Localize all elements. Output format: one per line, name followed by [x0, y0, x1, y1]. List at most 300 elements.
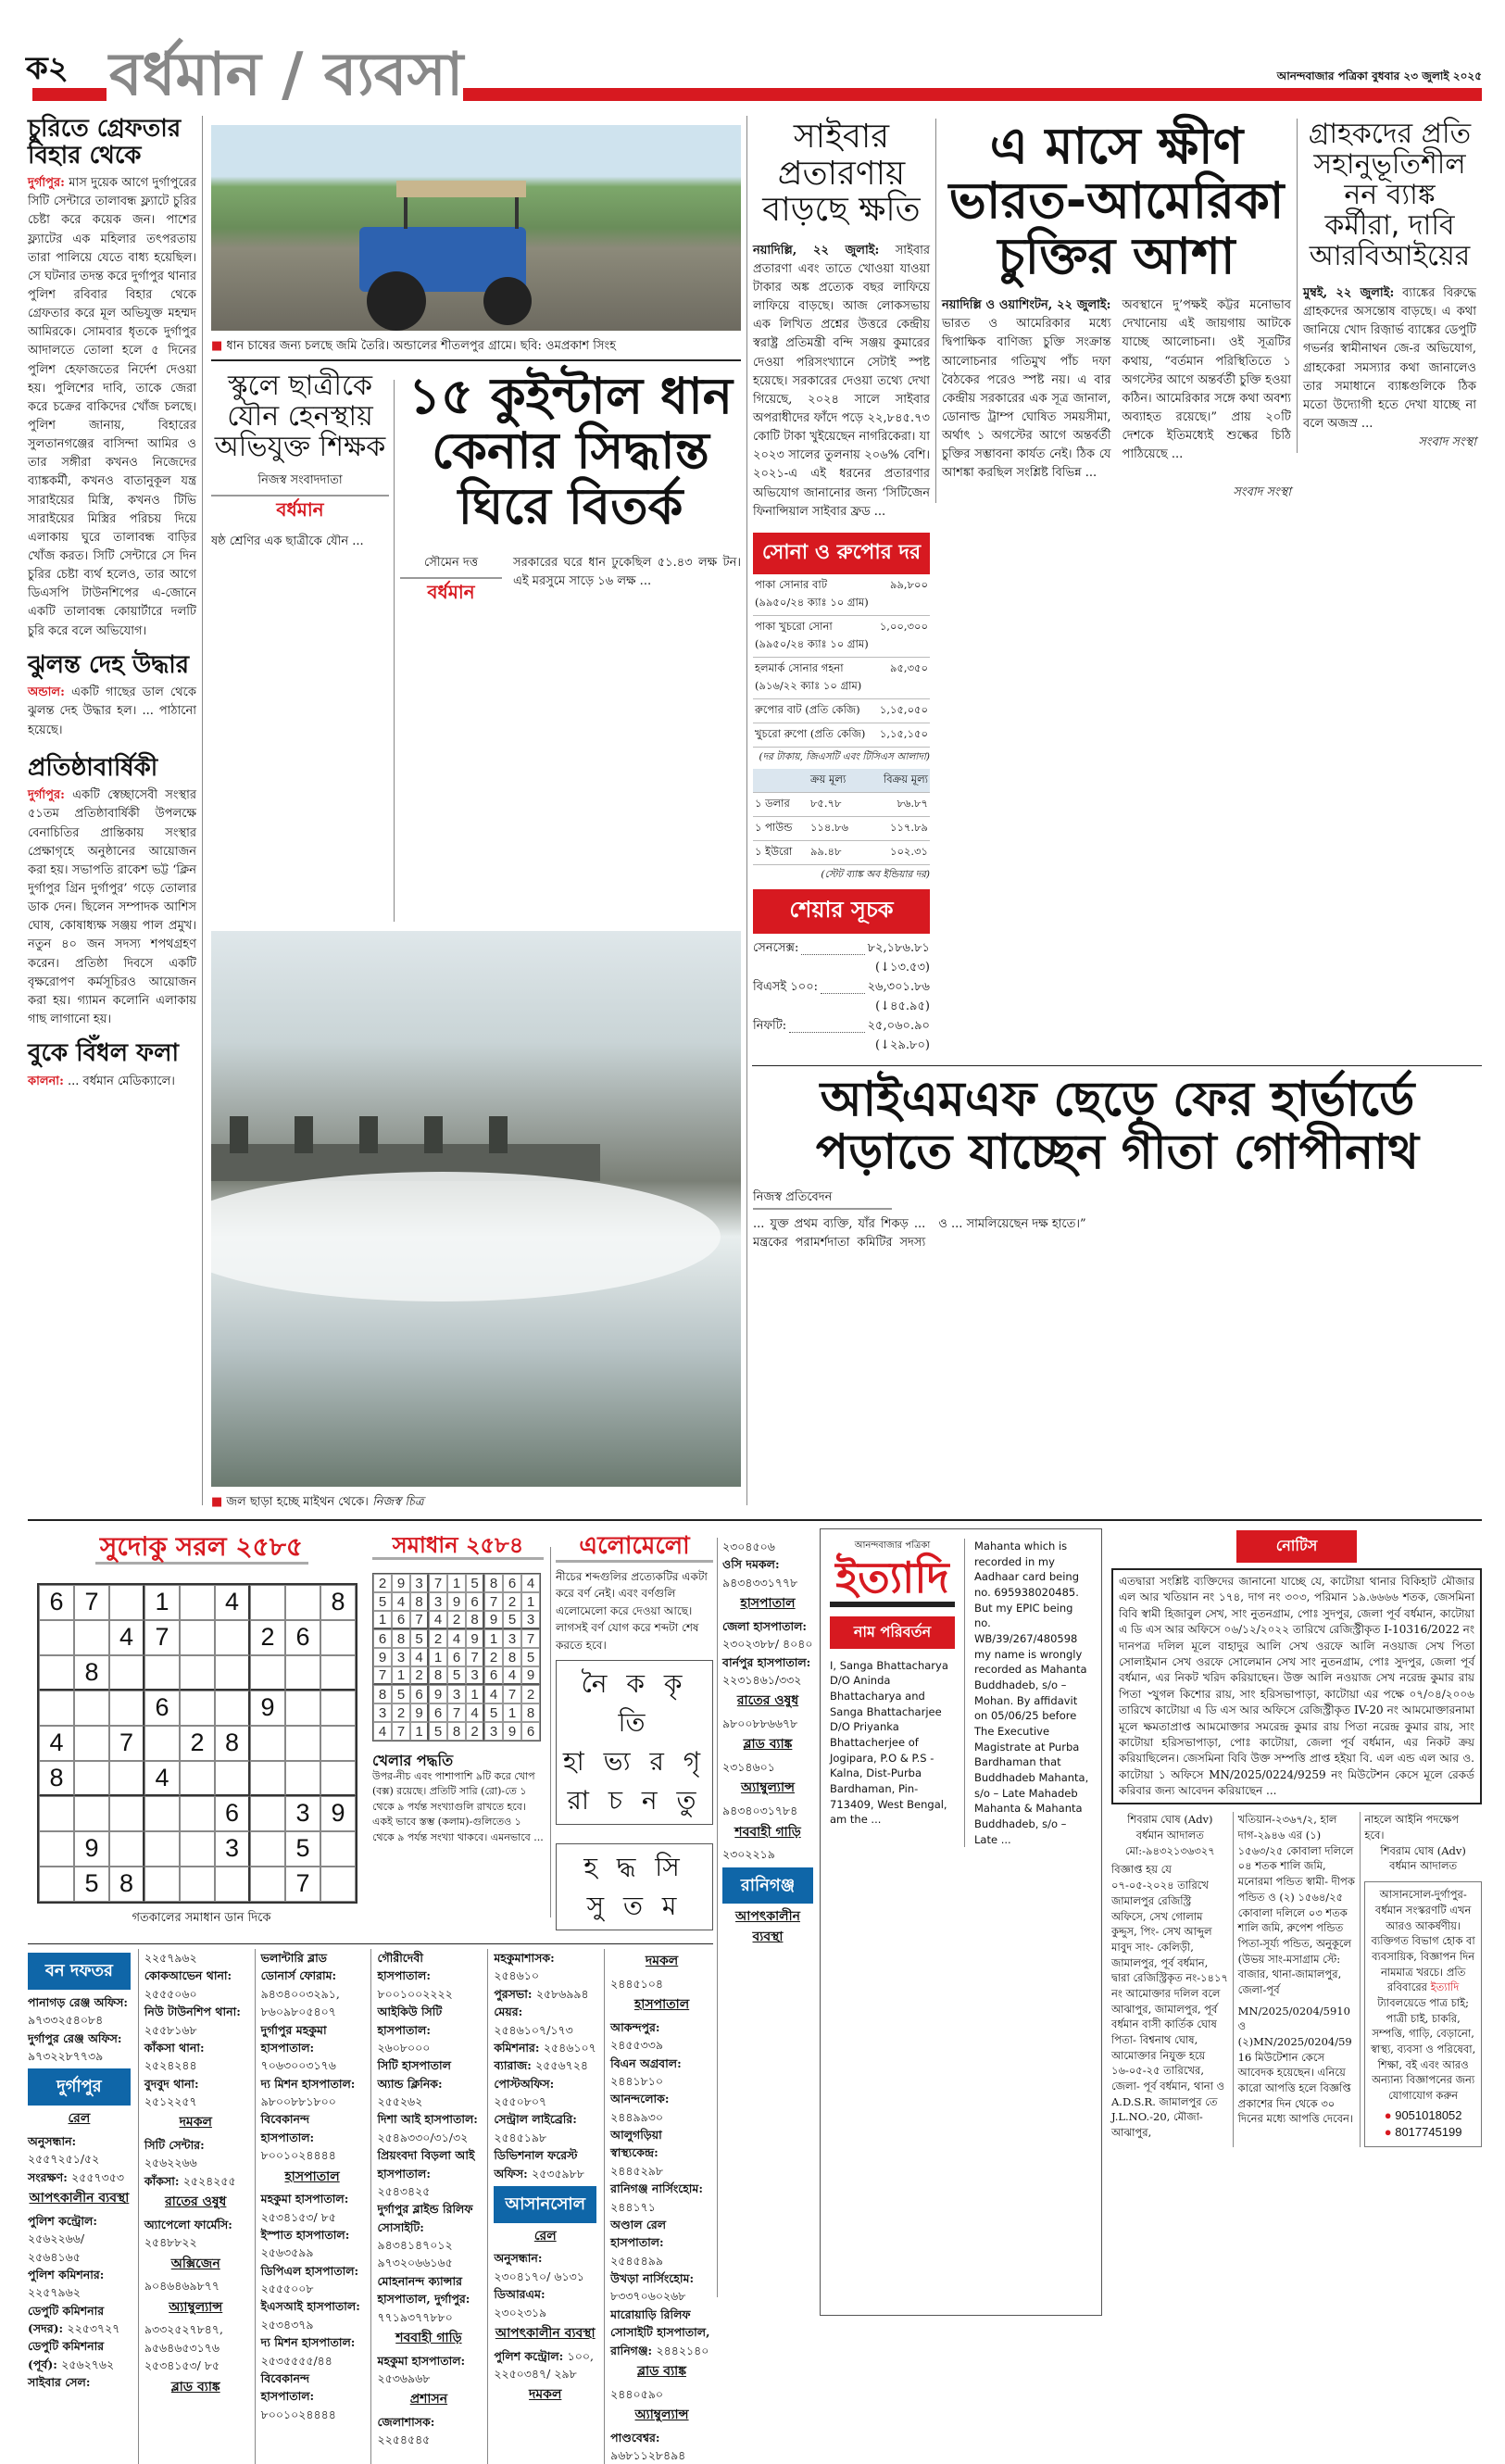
sudoku-cell: 3	[215, 1831, 250, 1867]
headline: স্কুলে ছাত্রীকে যৌন হেনস্থায় অভিযুক্ত শিক্ষক	[214, 370, 386, 463]
directory-entry	[28, 2169, 131, 2186]
directory-entry	[494, 2146, 596, 2182]
divider	[752, 1065, 1482, 1066]
directory-region-banner: বন দফতর	[28, 1953, 131, 1990]
sudoku-cell: 5	[285, 1831, 320, 1867]
court-name: বর্ধমান আদালত	[1389, 1859, 1458, 1873]
rate-value: ১,১৫,০৫০	[878, 698, 930, 723]
directory-heading: আপৎকালীন ব্যবস্থা	[495, 2325, 596, 2341]
directory-entry	[494, 2249, 596, 2285]
sudoku-cell	[215, 1620, 250, 1655]
fx-header: বিক্রয় মূল্য	[865, 769, 930, 793]
imf-story	[747, 1071, 1482, 1253]
solution-section	[372, 1533, 544, 1845]
directory-number: ২৩০৪১৭০/ ৬১৩১	[494, 2269, 584, 2283]
directory-heading: ব্লাড ব্যাঙ্ক	[170, 2379, 220, 2395]
directory-region-banner: দুর্গাপুর	[28, 2068, 131, 2106]
rate-value: ১,১৫,১৫০	[878, 723, 930, 747]
directory-number: ৯৮০০৮৮১৮০০	[260, 2094, 336, 2108]
solution-cell: 6	[392, 1611, 410, 1629]
gold-rates-box	[753, 533, 930, 1056]
advocate-phone: মো:-৯৪৩২১৩৬৩২৭	[1124, 1843, 1215, 1857]
directory-label: মোহনানন্দ ক্যান্সার হাসপাতাল, দুর্গাপুর:	[377, 2273, 470, 2307]
directory-label: ব্যারাজ:	[494, 2058, 536, 2073]
directory-entry	[377, 2352, 480, 2388]
promo-phone[interactable]: ● 9051018052	[1384, 2107, 1462, 2122]
directory-entry	[494, 1949, 596, 1985]
solution-cell: 1	[484, 1629, 503, 1648]
directory-number: ২৫৬২২৬৬	[144, 2156, 197, 2170]
fx-note: (স্টেট ব্যাঙ্ক অব ইন্ডিয়ার দর)	[821, 868, 930, 880]
directory-number: ২৫৫৫০০৮	[260, 2282, 314, 2296]
rate-value: ৯৫,৩৫০	[878, 657, 930, 698]
directory-number: ৯৪৩৪১৪৭০১২ ৯৭৩২০৬৬১৬৫	[377, 2238, 453, 2270]
elomelo-intro: নীচের শব্দগুলির প্রত্যেকটির একটা করে বর্ণ নেই। এবং বর্ণগুলি এলোমেলো করে দেওয়া আছে। লাগসই বর্ণ যোগ করে শব্দটা শেষ করতে হবে।	[556, 1569, 708, 1652]
directory-number: ৭০৬৩০০৩১৭৬	[260, 2058, 336, 2073]
story-body: নয়াদিল্লি ও ওয়াশিংটন, ২২ জুলাই: ভারত ও আমেরিকার মধ্যে দ্বিপাক্ষিক বাণিজ্য চুক্তি সংক্রান্ত আলোচনার গতিমুখ পাঁচ দফা বৈঠকের পরেও স্পষ্ট নয়। এ বার কেন্দ্রীয় সরকারের এক সূত্র জানাল, ডোনাল্ড ট্রাম্প ঘোষিত সময়সীমা, অর্থাৎ ১ অগস্টের আগে অন্তর্বর্তী চুক্তির সম্ভাবনা কার্যত নেই। ঠিক যে আশঙ্কা করছিল সংশ্লিষ্ট বিভিন্ন ...	[942, 298, 1111, 481]
solution-cell: 2	[429, 1629, 447, 1648]
directory-entry	[610, 2269, 713, 2306]
cyber-market-column	[747, 119, 935, 1056]
rules-text: উপর-নীচ এবং পাশাপাশি ৯টি করে খোপ (বক্স) রয়েছে। প্রতিটি সারি (রো)-তে ১ থেকে ৯ পর্যন্ত সংখ্যাগুলি রাখতে হবে। একই ভাবে স্তম্ভ (কলাম)-গুলিতেও ১ থেকে ৯ পর্যন্ত সংখ্যা থাকবে। এমনভাবে ...	[372, 1769, 544, 1843]
directory-number: ২৫৫৭৩৫৩	[71, 2169, 125, 2184]
directory-label: গৌরীদেবী হাসপাতাল:	[377, 1951, 431, 1983]
solution-cell: 7	[410, 1611, 429, 1629]
header-bar-right	[463, 88, 1482, 101]
sudoku-cell	[250, 1831, 285, 1867]
solution-cell: 6	[484, 1666, 503, 1685]
sudoku-cell	[285, 1585, 320, 1620]
solution-cell: 6	[521, 1722, 540, 1741]
directory-label: পুলিশ কন্ট্রোল:	[28, 2213, 97, 2228]
directory-entry	[722, 1653, 813, 1690]
solution-cell: 3	[503, 1629, 521, 1648]
gold-rates-title: সোনা ও রুপোর দর	[753, 533, 930, 574]
solution-cell: 9	[503, 1722, 521, 1741]
solution-cell: 7	[503, 1685, 521, 1703]
solution-cell: 9	[373, 1648, 392, 1666]
gold-rates-table	[753, 574, 930, 748]
directory-entry	[494, 2075, 596, 2111]
sudoku-section	[37, 1533, 366, 1929]
directory-heading: অক্সিজেন	[170, 2256, 220, 2271]
directory-entry	[494, 1985, 596, 2003]
fx-cell: ৯৯.৪৮	[809, 840, 865, 864]
directory-entry	[261, 2226, 364, 2262]
directory-label: রানিগঞ্জ নার্সিংহোম:	[610, 2181, 703, 2196]
directory-label: সাইবার সেল:	[28, 2375, 91, 2390]
directory-entry	[28, 1993, 131, 2030]
puzzle-word: হা ভ্য র গৃ	[562, 1745, 707, 1777]
solution-cell: 5	[466, 1574, 484, 1592]
fx-cell: ১ ডলার	[753, 792, 809, 816]
directory-number: ২৫৬২৭৬২	[61, 2357, 115, 2371]
sudoku-cell	[144, 1726, 180, 1761]
directory-entry	[610, 2018, 713, 2055]
trade-story	[935, 119, 1297, 503]
sudoku-cell	[39, 1655, 74, 1691]
directory-label: আনন্দলোক:	[610, 2092, 670, 2106]
directory-entry	[28, 2373, 131, 2391]
directory-number: ২৪৪২১৪০	[656, 2343, 709, 2357]
directory-label: জেলাশাসক:	[377, 2415, 435, 2429]
solution-cell: 5	[392, 1685, 410, 1703]
sudoku-cell: 7	[144, 1620, 180, 1655]
dam-illustration	[211, 931, 741, 1487]
sudoku-cell	[109, 1585, 144, 1620]
share-index-row	[753, 978, 930, 998]
directory-number: ২৩১৪৬০১	[722, 1760, 775, 1775]
directory-entry	[144, 2136, 247, 2172]
directory-label: মহকুমা হাসপাতাল:	[260, 2192, 349, 2206]
index-change: (↓২৯.৮০)	[875, 1037, 930, 1052]
solution-cell: 2	[484, 1648, 503, 1666]
directory-number: ২৪৫৫৩৩৯	[610, 2038, 663, 2053]
directory-number: ২৫২৪২৫৫	[182, 2173, 236, 2188]
advocate-name: শিবরাম ঘোষ (Adv)	[1127, 1813, 1213, 1827]
itadi-brand-small: আনন্দবাজার পত্রিকা	[854, 1540, 931, 1551]
solution-cell: 8	[521, 1703, 540, 1722]
solution-cell: 2	[447, 1611, 466, 1629]
sudoku-cell	[215, 1761, 250, 1796]
currency-table	[753, 769, 930, 865]
byline: সৌমেন দত্ত	[400, 554, 502, 579]
directory-entry	[494, 2347, 596, 2383]
classified-ad: Mahanta which is recorded in my Aadhaar card being no. 695938020485. But my EPIC being no. WB/39/267/480598 my name is wrongly recorded as Mahanta Buddhadeb, s/o – Mohan. By affidavit on 05/06/25 before The Executive Magistrate at Purba Bardhaman that Buddhadeb Mahanta, s/o – Late Mahadeb Mahanta & Mahanta Buddhadeb, s/o – Late ...	[974, 1540, 1089, 1846]
solution-cell: 5	[503, 1611, 521, 1629]
directory-region-banner: রানিগঞ্জ	[722, 1867, 813, 1905]
headline: চুরিতে গ্রেফতার বিহার থেকে	[28, 115, 182, 170]
sudoku-cell: 6	[39, 1585, 74, 1620]
share-index-list	[753, 939, 930, 1056]
sudoku-cell	[74, 1726, 109, 1761]
directory-label: বিবেকানন্দ হাসপাতাল:	[260, 2112, 315, 2144]
rate-label: পাকা সোনার বাট (৯৯৫০/২৪ ক্যাঃ ১০ গ্রাম)	[753, 574, 878, 616]
directory-number: ২৫৪৮৮২২	[144, 2235, 197, 2250]
directory-column	[255, 1949, 364, 2464]
classified-ad-header	[1111, 1812, 1229, 1858]
agency-credit: সংবাদ সংস্থা	[1418, 435, 1476, 450]
directory-label: কাঁকসা:	[144, 2173, 183, 2188]
directory-label: জেলা হাসপাতাল:	[722, 1618, 808, 1633]
promo-box: আসানসোল-দুর্গাপুর-বর্ধমান সংস্করণটি এখন আরও আকর্ষণীয়। ব্যক্তিগত বিভাগ হোক বা ব্যবসায়িক, বিজ্ঞাপন দিন নামমাত্র খরচে। প্রতি রবিবারের ইত্যাদি ট্যাবলয়েডে পাত্র চাই; পাত্রী চাই, চাকরি, সম্পত্তি, গাড়ি, বেড়ানো, স্বাস্থ্য, ব্যবসা ও পরিষেবা, শিক্ষা, বই এবং আরও অন্যান্য বিজ্ঞাপনের জন্য যোগাযোগ করুন ● 9051018052 ● 8017745199	[1364, 1881, 1482, 2147]
solution-cell: 6	[447, 1648, 466, 1666]
directory-label: পোস্টঅফিস:	[494, 2076, 555, 2091]
directory-label: নিউ টাউনশিপ থানা:	[144, 2005, 241, 2019]
directory-entry	[377, 2056, 480, 2110]
directory-entry	[144, 2216, 247, 2252]
photo-caption: ■ জল ছাড়া হচ্ছে মাইথন থেকে। নিজস্ব চিত্র	[211, 1493, 424, 1513]
directory-heading: রেল	[533, 2228, 557, 2244]
page-number: ক২	[26, 50, 69, 87]
directory-label: মেয়র:	[494, 2005, 523, 2019]
sudoku-cell: 4	[39, 1726, 74, 1761]
word-puzzle-2	[556, 1843, 713, 1930]
sudoku-cell: 9	[250, 1691, 285, 1726]
directory-label: সিটি হাসপাতাল অ্যান্ড ক্লিনিক:	[377, 2058, 451, 2091]
story-body: অন্ডাল: একটি গাছের ডাল থেকে ঝুলন্ত দেহ উদ্ধার হল। ... পাঠানো হয়েছে।	[28, 685, 196, 737]
sudoku-cell: 7	[285, 1867, 320, 1902]
solution-cell: 9	[484, 1611, 503, 1629]
byline: নিজস্ব সংবাদদাতা	[211, 471, 389, 497]
directory-number: ২৪৪৫১০৪	[610, 1976, 663, 1991]
sudoku-cell: 4	[109, 1620, 144, 1655]
divider	[717, 1538, 718, 2297]
sudoku-cell	[250, 1867, 285, 1902]
rate-label: খুচরো রুপো (প্রতি কেজি)	[753, 723, 878, 747]
directory-label: দুর্গাপুর রেঞ্জ অফিস:	[28, 2030, 122, 2045]
left-column	[28, 116, 196, 1091]
directory-number: ১০০, ২২৫০৩৪৭/ ২৯৮	[494, 2348, 594, 2382]
fx-row	[753, 840, 930, 864]
directory-heading: আপৎকালীন ব্যবস্থা	[735, 1909, 800, 1945]
directory-heading: প্রশাসন	[409, 2392, 448, 2407]
sudoku-cell	[320, 1867, 356, 1902]
directory-label: আকন্দপুর:	[610, 2019, 660, 2034]
promo-phone[interactable]: ● 8017745199	[1384, 2125, 1462, 2140]
solution-cell: 8	[503, 1648, 521, 1666]
paper-dateline: আনন্দবাজার পত্রিকা বুধবার ২৩ জুলাই ২০২৫	[1276, 69, 1482, 82]
directory-number: ২৫৩৫৫৫৫/৪৪	[260, 2353, 332, 2368]
directory-number: ২৩০২২১৯	[722, 1847, 775, 1862]
sudoku-cell	[144, 1867, 180, 1902]
advocate-name: শিবরাম ঘোষ (Adv)	[1380, 1843, 1466, 1857]
court-name: বর্ধমান আদালত	[1135, 1829, 1204, 1842]
directory-entry	[144, 2003, 247, 2039]
directory-label: কাঁকসা থানা:	[144, 2040, 205, 2055]
directory-heading: হাসপাতাল	[633, 1997, 690, 2013]
sudoku-cell: 8	[74, 1655, 109, 1691]
directory-entry	[28, 2030, 131, 2066]
divider	[211, 359, 741, 361]
dateline-place: বর্ধমান	[427, 581, 475, 604]
directory-heading: অ্যাম্বুল্যান্স	[169, 2299, 223, 2315]
directory-column	[370, 1949, 480, 2464]
directory-entry	[610, 2306, 713, 2359]
directory-label: পুরসভা:	[494, 1986, 536, 2001]
directory-number: ২২৫৭৯৬২	[144, 1951, 197, 1965]
directory-entry	[494, 2285, 596, 2321]
story-body: ষষ্ঠ শ্রেণির এক ছাত্রীকে যৌন ...	[211, 534, 364, 548]
directory-entry	[377, 2200, 480, 2272]
sudoku-cell: 7	[109, 1726, 144, 1761]
solution-cell: 7	[392, 1722, 410, 1741]
solution-cell: 3	[429, 1592, 447, 1611]
solution-cell: 7	[484, 1592, 503, 1611]
itadi-classifieds	[820, 1528, 1102, 2316]
sudoku-cell	[215, 1655, 250, 1691]
headline: প্রতিষ্ঠাবার্ষিকী	[28, 753, 158, 782]
directory-entry	[377, 2110, 480, 2146]
solution-cell: 3	[447, 1685, 466, 1703]
divider	[202, 116, 203, 1505]
bank-story	[1297, 119, 1482, 453]
solution-cell: 9	[429, 1685, 447, 1703]
solution-cell: 8	[466, 1611, 484, 1629]
directory-entry	[261, 1949, 364, 2021]
directory-number: ৯৬৮১১২৮৪৯৪	[610, 2448, 686, 2462]
solution-cell: 9	[447, 1592, 466, 1611]
header-bar-left	[32, 88, 107, 101]
solution-cell: 1	[410, 1722, 429, 1741]
directory-heading: অ্যাম্বুল্যান্স	[740, 1780, 796, 1796]
sudoku-cell	[180, 1867, 215, 1902]
puzzle-word: নৈ ক কৃ তি	[581, 1667, 688, 1738]
rate-label: রুপোর বাট (প্রতি কেজি)	[753, 698, 878, 723]
directory-number: ২৫৩৫৯৮৮	[532, 2166, 584, 2181]
index-value: ২৫,০৬০.৯০	[867, 1018, 930, 1033]
sudoku-cell	[215, 1691, 250, 1726]
directory-number: ২৪৪৫২৯৮	[610, 2163, 663, 2178]
directory-entry	[377, 2146, 480, 2200]
rate-value: ৯৯,৮০০	[878, 574, 930, 616]
sudoku-cell	[320, 1691, 356, 1726]
fx-cell: ১১৪.৮৬	[809, 816, 865, 840]
sudoku-cell	[109, 1761, 144, 1796]
fx-header	[753, 769, 809, 793]
solution-cell: 5	[429, 1722, 447, 1741]
classified-ad: I, Sanga Bhattacharya D/O Aninda Bhattacharya and Sanga Bhattacharjee D/O Priyanka Bhattacherjee of Jogipara, P.O & P.S - Kalna, Dist-Purba Bardhaman, Pin- 713409, West Bengal, am the ...	[830, 1658, 948, 1827]
directory-entry	[28, 2212, 131, 2266]
tractor-photo	[211, 125, 741, 331]
sudoku-cell: 8	[320, 1585, 356, 1620]
sudoku-cell	[39, 1796, 74, 1831]
directory-label: অ্যাপেলো ফার্মেসি:	[144, 2217, 232, 2231]
directory-number: ২৫৮৬৯৯৪	[535, 1986, 589, 2001]
directory-heading: রাতের ওষুধ	[165, 2194, 227, 2210]
sudoku-cell	[109, 1655, 144, 1691]
directory-heading: দমকল	[529, 2387, 562, 2403]
solution-cell: 2	[466, 1722, 484, 1741]
section-divider	[28, 1519, 1482, 1521]
solution-cell: 8	[410, 1592, 429, 1611]
sudoku-cell: 8	[39, 1761, 74, 1796]
directory-number: ২৫৫০৮০৭	[494, 2094, 547, 2108]
top-stories-row	[747, 119, 1482, 1056]
solution-cell: 3	[373, 1703, 392, 1722]
solution-cell: 8	[447, 1722, 466, 1741]
fx-cell: ১ ইউরো	[753, 840, 809, 864]
directory-number: ২৫৪৫৪৯৯	[610, 2253, 663, 2268]
directory-number: ২৫১২২৫৭	[144, 2094, 197, 2108]
rate-label: পাকা খুচরো সোনা (৯৯৫০/২৪ ক্যাঃ ১০ গ্রাম)	[753, 615, 878, 657]
solution-cell: 4	[484, 1685, 503, 1703]
directory-number: ২৩০২৩৮৮/ ৪০৪০	[722, 1637, 813, 1652]
directory-number: ২৬০৮০০০	[377, 2040, 431, 2055]
sudoku-title: সুদোকু সরল ২৫৮৫	[95, 1533, 308, 1565]
dateline-place: বর্ধমান	[276, 498, 324, 521]
directory-entry	[144, 1967, 247, 2003]
directory-number: ২২৫৪৫৪৫	[377, 2433, 431, 2447]
directory-entry	[28, 2132, 131, 2169]
classified-text: MN/2025/0204/5910 ও (২)MN/2025/0204/5916 মিউটেশান কেসে আবেদক হয়েছেন। এনিয়ে কারো আপত্তি হলে বিজ্ঞপ্তি প্রকাশের দিন থেকে ৩০ দিনের মধ্যে আপত্তি দেবেন। নাহলে আইনি পদক্ষেপ হবে।	[1237, 1813, 1460, 2126]
sudoku-cell	[74, 1620, 109, 1655]
directory-number: ২৫৫৭২৫১/৫২	[28, 2152, 100, 2167]
sudoku-cell	[144, 1831, 180, 1867]
solution-cell: 7	[373, 1666, 392, 1685]
directory-label: বিবেকানন্দ হাসপাতাল:	[260, 2370, 315, 2404]
paddy-story	[400, 369, 741, 610]
directory-number: ২৫৩৬৯৬৮	[377, 2370, 431, 2385]
sudoku-cell	[144, 1655, 180, 1691]
directory-number: ৯৭৩৩২৫৪০৮৪	[28, 2013, 104, 2028]
story-body: মুম্বই, ২২ জুলাই: ব্যাঙ্কের বিরুদ্ধে গ্রাহকদের অসন্তোষ বাড়ছে। এ কথা জানিয়ে খোদ রিজ়ার্ভ ব্যাঙ্কের ডেপুটি গভর্নর স্বামীনাথন জে-র অভিযোগ, গ্রাহকেরা সমস্যার কথা জানালেও তার সমাধানে ব্যাঙ্কগুলিকে ঠিক মতো উদ্যোগী হতে দেখা যাচ্ছে না বলে অজস্র ...	[1303, 286, 1476, 431]
index-name: নিফটি:	[753, 1018, 787, 1033]
directory-number: ৯০৪৬৪৬৯৮৭৭	[144, 2279, 220, 2294]
sudoku-cell	[109, 1831, 144, 1867]
sudoku-cell	[144, 1796, 180, 1831]
directory-heading: ব্লাড ব্যাঙ্ক	[637, 2363, 686, 2379]
solution-cell: 2	[410, 1666, 429, 1685]
solution-cell: 1	[447, 1574, 466, 1592]
solution-cell: 4	[392, 1592, 410, 1611]
sudoku-footer: গতকালের সমাধান ডান দিকে	[132, 1910, 271, 1925]
leader-dots	[821, 978, 865, 994]
sudoku-cell: 7	[74, 1585, 109, 1620]
directory-number: ২৫৫৬৭২৪	[535, 2058, 589, 2073]
directory-label: সংরক্ষণ:	[28, 2169, 72, 2184]
directory-label: ডেপুটি কমিশনার (সদর):	[28, 2303, 105, 2336]
solution-title: সমাধান ২৫৮৪	[372, 1533, 544, 1560]
directory-label: কোকআভেন থানা:	[144, 1968, 232, 1983]
solution-cell: 3	[392, 1648, 410, 1666]
share-index-row	[753, 1017, 930, 1037]
sudoku-cell	[74, 1796, 109, 1831]
elomelo-section	[556, 1533, 713, 1930]
story-body: ... যুক্ত প্রথম ব্যক্তি, যাঁর শিকড় ... মন্ত্রকের পরামর্শদাতা কমিটির সদস্য ও ... সামলিয়েছেন দক্ষ হাতে।”	[753, 1217, 1086, 1251]
solution-cell: 7	[447, 1703, 466, 1722]
directory-label: মারোয়াড়ি রিলিফ সোসাইটি হাসপাতাল, রানিগঞ্জ:	[610, 2307, 710, 2357]
directory-label: দুর্গাপুর মহকুমা হাসপাতাল:	[260, 2022, 327, 2055]
leader-dots	[789, 1017, 864, 1033]
fx-header: ক্রয় মূল্য	[809, 769, 865, 793]
directory-heading: আপৎকালীন ব্যবস্থা	[29, 2191, 130, 2206]
solution-cell: 4	[503, 1666, 521, 1685]
directory-label: সেন্ট্রাল লাইব্রেরি:	[494, 2112, 577, 2127]
directory-entry	[722, 1617, 813, 1653]
headline: বুকে বিঁধল ফলা	[28, 1039, 179, 1068]
directory-number: ৮০০১০২৪৪৪৪	[260, 2148, 336, 2163]
directory-number: ২৫৪৬১০৭	[543, 2040, 596, 2055]
agency-credit: সংবাদ সংস্থা	[1233, 484, 1291, 499]
gold-rate-row	[753, 657, 930, 698]
classified-columns	[1111, 1812, 1482, 2147]
right-zone	[747, 119, 1482, 1253]
solution-cell: 9	[521, 1666, 540, 1685]
name-change-heading: নাম পরিবর্তন	[830, 1616, 955, 1649]
directory-label: মহকুমা হাসপাতাল:	[377, 2353, 466, 2368]
solution-cell: 8	[373, 1685, 392, 1703]
directory-column	[28, 1949, 131, 2464]
directory-number: ৯৪৩৪৩৩১৭৭৮	[722, 1575, 798, 1590]
sudoku-cell	[180, 1761, 215, 1796]
directory-label: ওসি দমকল:	[722, 1557, 780, 1572]
solution-cell: 2	[521, 1685, 540, 1703]
directory-number: ২৫৬২২৬৬/ ২৫৬৪১৬৫	[28, 2231, 85, 2264]
directory-number: ৯৪৩৪০৩১৭৮৪	[722, 1804, 798, 1818]
sudoku-cell: 9	[74, 1831, 109, 1867]
directory-label: ডিপিএল হাসপাতাল:	[260, 2263, 359, 2278]
directory-label: দুর্গাপুর ব্লাইন্ড রিলিফ সোসাইটি:	[377, 2202, 473, 2234]
sudoku-cell	[39, 1831, 74, 1867]
byline: নিজস্ব প্রতিবেদন	[753, 1188, 892, 1210]
headline: এ মাসে ক্ষীণ ভারত-আমেরিকা চুক্তির আশা	[948, 117, 1285, 285]
elomelo-title: এলোমেলো	[556, 1533, 713, 1563]
directory-label: পানাগড় রেঞ্জ অফিস:	[28, 1994, 129, 2009]
solution-cell: 9	[466, 1629, 484, 1648]
solution-cell: 3	[521, 1611, 540, 1629]
solution-cell: 4	[429, 1611, 447, 1629]
